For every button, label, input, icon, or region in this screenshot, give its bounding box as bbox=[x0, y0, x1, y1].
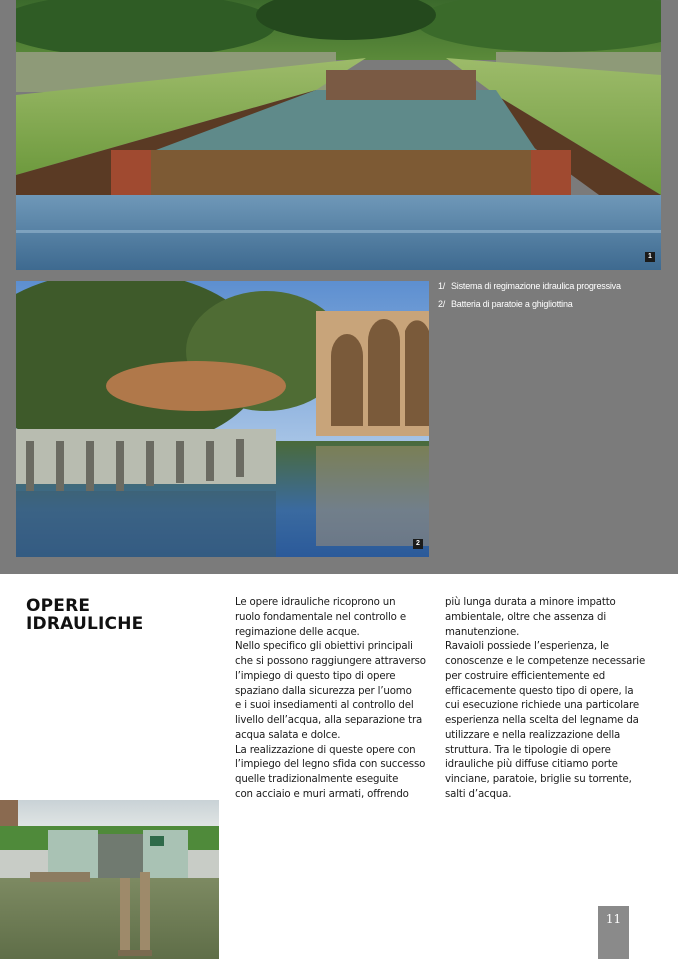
text-line: quelle tradizionalmente eseguite bbox=[235, 774, 399, 785]
canal-weir-photo bbox=[16, 0, 661, 270]
caption-number: 1/ bbox=[438, 281, 446, 291]
text-line: vinciane, paratoie, briglie su torrente, bbox=[445, 774, 632, 785]
text-line: Le opere idrauliche ricoprono un bbox=[235, 597, 396, 608]
photo-number-badge: 1 bbox=[645, 252, 655, 262]
text-line: ambientale, oltre che assenza di bbox=[445, 611, 607, 623]
text-line: livello dell’acqua, alla separazione tra bbox=[235, 715, 423, 726]
text-line: ruolo fondamentale nel controllo e bbox=[235, 611, 406, 623]
body-column-2 bbox=[445, 596, 646, 803]
lock-sluice-photo bbox=[0, 800, 219, 959]
text-line: utilizzare e nella realizzazione della bbox=[445, 729, 621, 741]
text-line: salti d’acqua. bbox=[445, 788, 512, 800]
caption-2 bbox=[438, 298, 638, 311]
section-title-line1: OPERE bbox=[26, 596, 91, 616]
text-line: esperienza nella scelta del legname da bbox=[445, 715, 639, 726]
text-line: più lunga durata a minore impatto bbox=[445, 597, 616, 608]
body-column-1 bbox=[235, 596, 433, 803]
caption-1 bbox=[438, 280, 638, 293]
text-line: conoscenze e le competenze necessarie bbox=[445, 656, 646, 667]
gate-battery-photo bbox=[16, 281, 429, 557]
text-line: l’impiego del legno sfida con successo bbox=[235, 759, 426, 771]
text-line: regimazione delle acque. bbox=[235, 626, 360, 638]
text-line: acqua salata e dolce. bbox=[235, 729, 341, 741]
text-line: per costruire efficientemente ed bbox=[445, 670, 606, 682]
text-line: La realizzazione di queste opere con bbox=[235, 744, 416, 756]
text-line: con acciaio e muri armati, offrendo bbox=[235, 788, 409, 800]
caption-text: Batteria di paratoie a ghigliottina bbox=[451, 299, 573, 309]
section-title bbox=[26, 597, 196, 633]
photo-number-badge: 2 bbox=[413, 539, 423, 549]
text-line: efficacemente questo tipo di opere, la bbox=[445, 685, 634, 697]
text-line: Ravaioli possiede l’esperienza, le bbox=[445, 641, 609, 653]
text-line: struttura. Tra le tipologie di opere bbox=[445, 744, 611, 756]
caption-number: 2/ bbox=[438, 299, 446, 309]
text-line: manutenzione. bbox=[445, 626, 520, 638]
text-line: e i suoi insediamenti al controllo del bbox=[235, 700, 414, 712]
text-line: che si possono raggiungere attraverso bbox=[235, 656, 426, 667]
text-line: idrauliche più diffuse citiamo porte bbox=[445, 759, 618, 771]
text-line: spaziano dalla sicurezza per l’uomo bbox=[235, 685, 412, 697]
text-line: l’impiego di questo tipo di opere bbox=[235, 670, 396, 682]
text-line: cui esecuzione richiede una particolare bbox=[445, 700, 639, 712]
section-title-line2: IDRAULICHE bbox=[26, 614, 144, 634]
photo-captions bbox=[438, 280, 638, 316]
text-line: Nello specifico gli obiettivi principali bbox=[235, 641, 413, 653]
caption-text: Sistema di regimazione idraulica progressiva bbox=[451, 281, 621, 291]
page-number: 11 bbox=[598, 906, 629, 959]
